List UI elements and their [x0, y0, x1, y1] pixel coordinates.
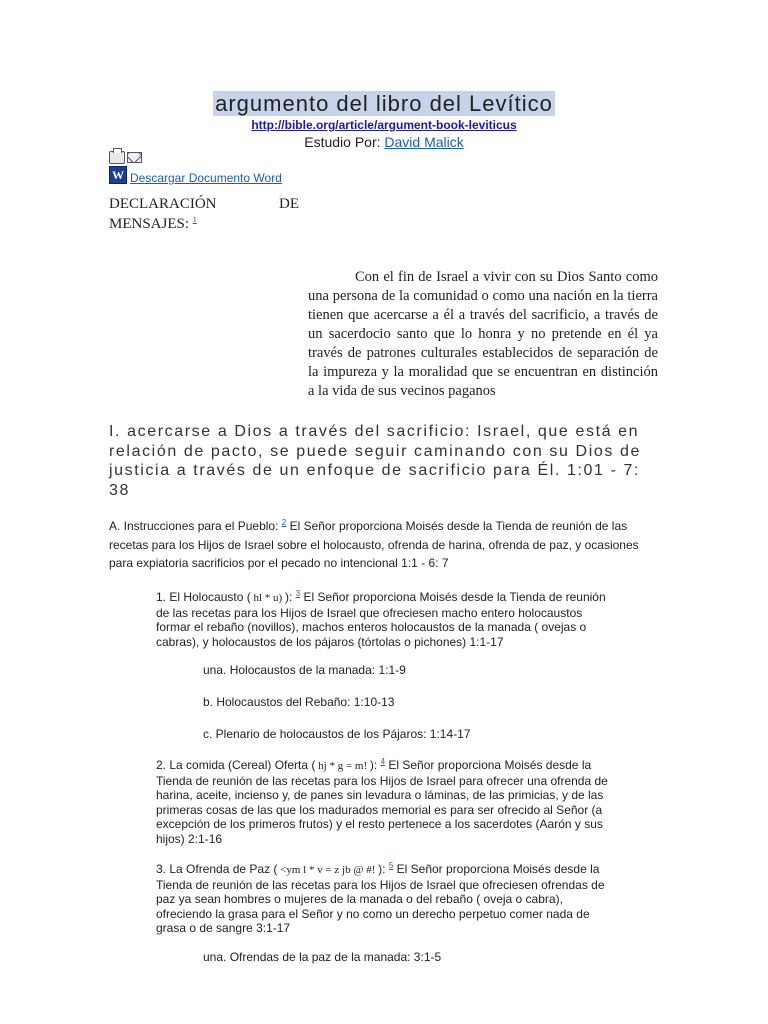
item-2: 2. La comida (Cereal) Oferta ( hj * g = m! ): $^4$ El Señor proporciona Moisés desde la Tienda de reunión de las recetas para los Hijos de Israel para ofrecer una ofrenda de harina, aceite, incienso y, de panes sin levadura o láminas, de las primicias, y de las primeras cosas de las que los madurados memorial es para ser ofrecido al Señor (a excepción de los primeros frutos) y el resto pertenece a los sacerdotes (Aarón y sus hijos) 2:1-16: [156, 757, 608, 846]
declaration-label: [109, 194, 299, 234]
section-heading: I. acercarse a Dios a través del sacrificio: Israel, que está en relación de pacto, se puede seguir caminando con su Dios de justicia a través de un enfoque de sacrificio para Él. 1:01 - 7: 38: [109, 423, 642, 499]
toolbar: [109, 151, 142, 164]
download-word: [130, 171, 282, 185]
section-a: [109, 517, 659, 573]
word-document-icon[interactable]: W: [109, 166, 127, 184]
message-statement: [308, 268, 658, 401]
item-1: 1. El Holocausto ( hl * u) ): $^3$ El Señor proporciona Moisés desde la Tienda de reunión de las recetas para los Hijos de Israel que ofreciesen macho entero holocaustos formar el rebaño (novillos), machos enteros holocaustos de la manada ( ovejas o cabras), y holocaustos de los pájaros (tórtolas o pichones) 1:1-17: [156, 589, 606, 649]
hebrew-term-3: <ym l * v = z jb @ #!: [277, 864, 379, 876]
item-3-text: El Señor proporciona Moisés desde la Tienda de reunión de las recetas para los Hijos de Israel que ofreciesen ofrendas de paz ya sean hombres o mujeres de la manada o del rebaño ( oveja o cabra), ofreciendo la grasa para el Señor y no como un derecho perpetuo comer nada de grasa o de sangre 3:1-17: [156, 862, 605, 935]
declaration-line1: DECLARACIÓN DE: [109, 196, 299, 212]
item-2-text: El Señor proporciona Moisés desde la Tienda de reunión de las recetas para los Hijos de Israel para ofrecer una ofrenda de harina, aceite, incienso y, de panes sin levadura o láminas, de las primicias, y de las primeras cosas de las que los madurados memorial es para ser ofrecido al Señor (a excepción de los primeros frutos) y el resto pertenece a los sacerdotes (Aarón y sus hijos) 2:1-16: [156, 758, 608, 846]
footnote-link-2[interactable]: 2: [281, 518, 287, 527]
source-url: http://bible.org/article/argument-book-leviticus: [251, 118, 517, 132]
hebrew-term-2: hj * g = m!: [315, 760, 370, 772]
title-text: argumento del libro del Levítico: [215, 91, 553, 116]
author-link[interactable]: David Malick: [384, 134, 464, 150]
declaration-line2: MENSAJES:: [109, 216, 190, 232]
download-word-link[interactable]: Descargar Documento Word: [130, 171, 282, 185]
footnote-link-3[interactable]: 3: [295, 589, 301, 598]
sub-item-3a: una. Ofrendas de la paz de la manada: 3:1-5: [203, 950, 442, 964]
email-icon[interactable]: [127, 152, 142, 163]
study-by-label: Estudio Por:: [304, 134, 381, 150]
printer-icon[interactable]: [109, 151, 125, 164]
section-a-text: El Señor proporciona Moisés desde la Tienda de reunión de las recetas para los Hijos de Israel sobre el holocausto, ofrenda de harina, ofrenda de paz, y ocasiones para expiatoria sacrificios por el pecado no intencional 1:1 - 6: 7: [109, 519, 639, 570]
sub-item-1b: b. Holocaustos del Rebaño: 1:10-13: [203, 695, 395, 709]
footnote-link-5[interactable]: 5: [388, 861, 394, 870]
footnote-link-4[interactable]: 4: [380, 757, 386, 766]
section-a-intro: A. Instrucciones para el Pueblo:: [109, 519, 279, 533]
hebrew-term-1: hl * u): [250, 592, 285, 604]
item-3: 3. La Ofrenda de Paz ( <ym l * v = z jb @ #! ): $^5$ El Señor proporciona Moisés desde la Tienda de reunión de las recetas para los Hijos de Israel que ofreciesen ofrendas de paz ya sean hombres o mujeres de la manada o del rebaño ( oveja o cabra), ofreciendo la grasa para el Señor y no como un derecho perpetuo comer nada de grasa o de sangre 3:1-17: [156, 861, 605, 935]
sub-item-1c: c. Plenario de holocaustos de los Pájaros: 1:14-17: [203, 727, 471, 741]
page-title: [0, 90, 768, 118]
footnote-link-1[interactable]: 1: [192, 215, 197, 224]
sub-item-1a: una. Holocaustos de la manada: 1:1-9: [203, 663, 406, 677]
item-1-text: El Señor proporciona Moisés desde la Tienda de reunión de las recetas para los Hijos de Israel que ofreciesen macho entero holocaustos formar el rebaño (novillos), machos enteros holocaustos de la manada ( ovejas o cabras), y holocaustos de los pájaros (tórtolas o pichones) 1:1-17: [156, 590, 606, 649]
statement-text: Con el fin de Israel a vivir con su Dios Santo como una persona de la comunidad o como una nación en la tierra tienen que acercarse a él a través del sacrificio, a través de un sacerdocio santo que lo honra y no pretende en él ya través de patrones culturales establecidos de separación de la impureza y la moralidad que se encuentran en distinción a la vida de sus vecinos paganos: [308, 269, 658, 399]
